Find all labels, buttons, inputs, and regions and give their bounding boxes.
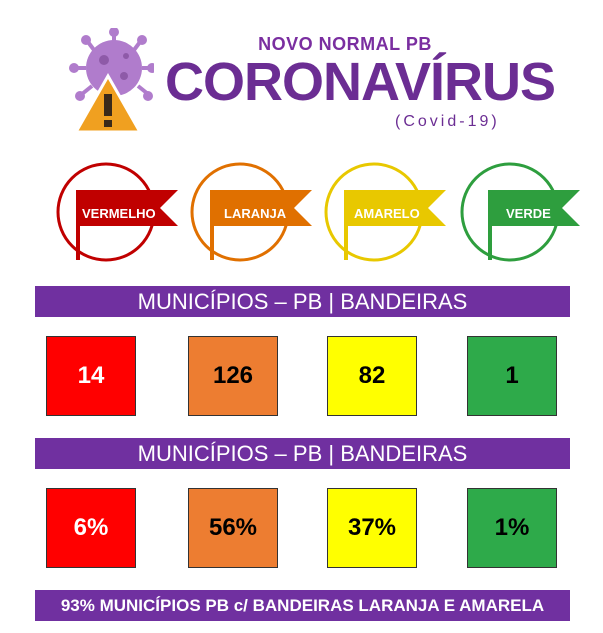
- section2-banner: MUNICÍPIOS – PB | BANDEIRAS: [35, 438, 570, 469]
- percent-box-red: 6%: [46, 488, 136, 568]
- flag-label-laranja: LARANJA: [224, 206, 287, 221]
- count-box-red: 14: [46, 336, 136, 416]
- percent-box-orange: 56%: [188, 488, 278, 568]
- flag-green-icon: [452, 160, 582, 270]
- percent-box-green: 1%: [467, 488, 557, 568]
- flag-yellow-icon: [316, 160, 446, 270]
- subtitle: NOVO NORMAL PB: [258, 34, 432, 54]
- flag-label-vermelho: VERMELHO: [82, 206, 156, 221]
- page-title: CORONAVÍRUS: [165, 52, 556, 112]
- coronavirus-warning-icon: [68, 28, 154, 138]
- flag-label-amarelo: AMARELO: [354, 206, 420, 221]
- count-box-green: 1: [467, 336, 557, 416]
- covid-label: (Covid-19): [395, 113, 500, 130]
- flag-label-verde: VERDE: [506, 206, 551, 221]
- footer-banner: 93% MUNICÍPIOS PB c/ BANDEIRAS LARANJA E AMARELA: [35, 590, 570, 621]
- count-box-orange: 126: [188, 336, 278, 416]
- percent-box-yellow: 37%: [327, 488, 417, 568]
- count-box-yellow: 82: [327, 336, 417, 416]
- flag-orange-icon: [182, 160, 312, 270]
- flag-red-icon: [48, 160, 178, 270]
- section1-banner: MUNICÍPIOS – PB | BANDEIRAS: [35, 286, 570, 317]
